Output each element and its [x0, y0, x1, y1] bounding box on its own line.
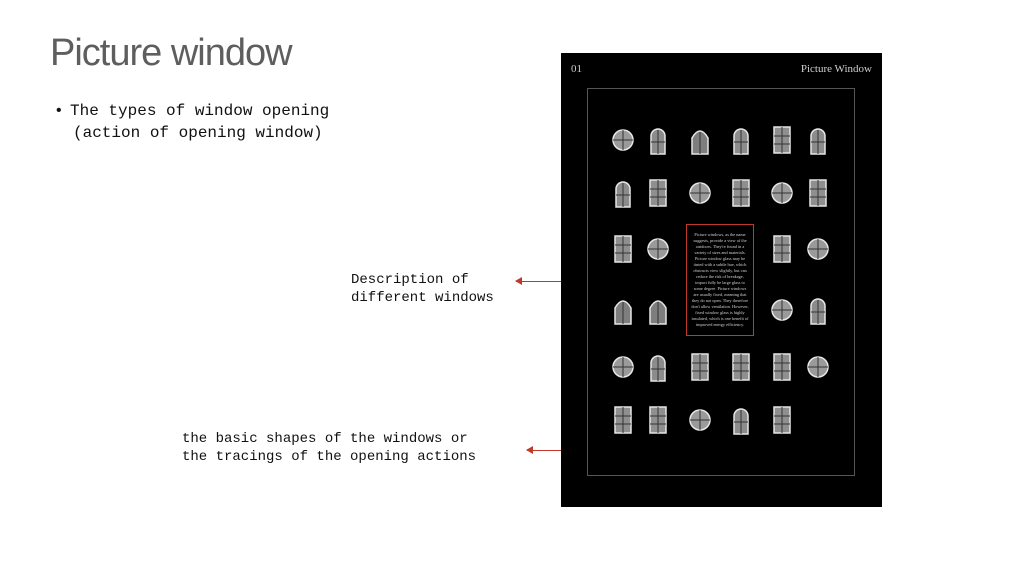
crosshair-window-icon — [806, 351, 830, 388]
round-window-icon — [611, 124, 635, 161]
bullet-line-1: The types of window opening — [70, 102, 330, 120]
poster-number: 01 — [571, 63, 582, 75]
shapes-annotation — [182, 430, 476, 466]
description-card — [686, 224, 754, 336]
cross-round-window-icon — [646, 233, 670, 270]
lantern-window-icon — [646, 294, 670, 331]
porthole-window-icon — [770, 294, 794, 331]
panel-window-icon — [770, 233, 794, 270]
rosette-window-icon — [806, 233, 830, 270]
description-text: Picture windows, as the name suggests, provide a view of the outdoors. They're found in a variety of sizes and materials. Picture window glass may be tinted with a subtle hue, which obstructs view slightly, but can reduce the risk of breakage, impact fully be large glass to some degree. Picture windows are usually fixed, meaning that they do not open. They therefore don't allow ventilation. However, fixed window glass is highly insulated, which is one benefit of improved energy efficiency. — [691, 232, 749, 327]
grid-window-icon — [646, 177, 670, 214]
leaf-pane-window-icon — [770, 351, 794, 388]
bullet-dot-icon: • — [54, 102, 64, 120]
description-annotation-line-2: different windows — [351, 290, 494, 306]
shuttered-window-icon — [806, 177, 830, 214]
bay-window-icon — [646, 351, 670, 388]
description-annotation — [351, 271, 494, 307]
church-window-icon — [806, 124, 830, 161]
bifold-window-icon — [646, 404, 670, 441]
portico-window-icon — [646, 124, 670, 161]
poster-image — [561, 53, 882, 507]
rose-window-icon — [611, 351, 635, 388]
shapes-annotation-line-1: the basic shapes of the windows or — [182, 431, 468, 447]
slide-title: Picture window — [50, 32, 292, 74]
awning-window-icon — [688, 351, 712, 388]
bullet-line-2: (action of opening window) — [73, 124, 323, 142]
double-hung-window-icon — [611, 404, 635, 441]
sash-window-icon — [770, 124, 794, 161]
ornate-frame-window-icon — [729, 177, 753, 214]
gothic-window-icon — [688, 124, 712, 161]
arched-door-window-icon — [729, 124, 753, 161]
arched-casement-window-icon — [806, 294, 830, 331]
oculus-window-icon — [688, 177, 712, 214]
description-annotation-line-1: Description of — [351, 272, 469, 288]
gothic-arch-window-icon — [611, 294, 635, 331]
round-grille-window-icon — [688, 404, 712, 441]
tall-louver-window-icon — [770, 404, 794, 441]
poster-title: Picture Window — [800, 63, 872, 75]
globe-window-icon — [770, 177, 794, 214]
casement-window-icon — [611, 233, 635, 270]
fanlight-window-icon — [729, 404, 753, 441]
bullet-list — [54, 100, 329, 144]
iron-grille-window-icon — [729, 351, 753, 388]
shapes-annotation-line-2: the tracings of the opening actions — [182, 449, 477, 465]
arched-tall-window-icon — [611, 177, 635, 214]
